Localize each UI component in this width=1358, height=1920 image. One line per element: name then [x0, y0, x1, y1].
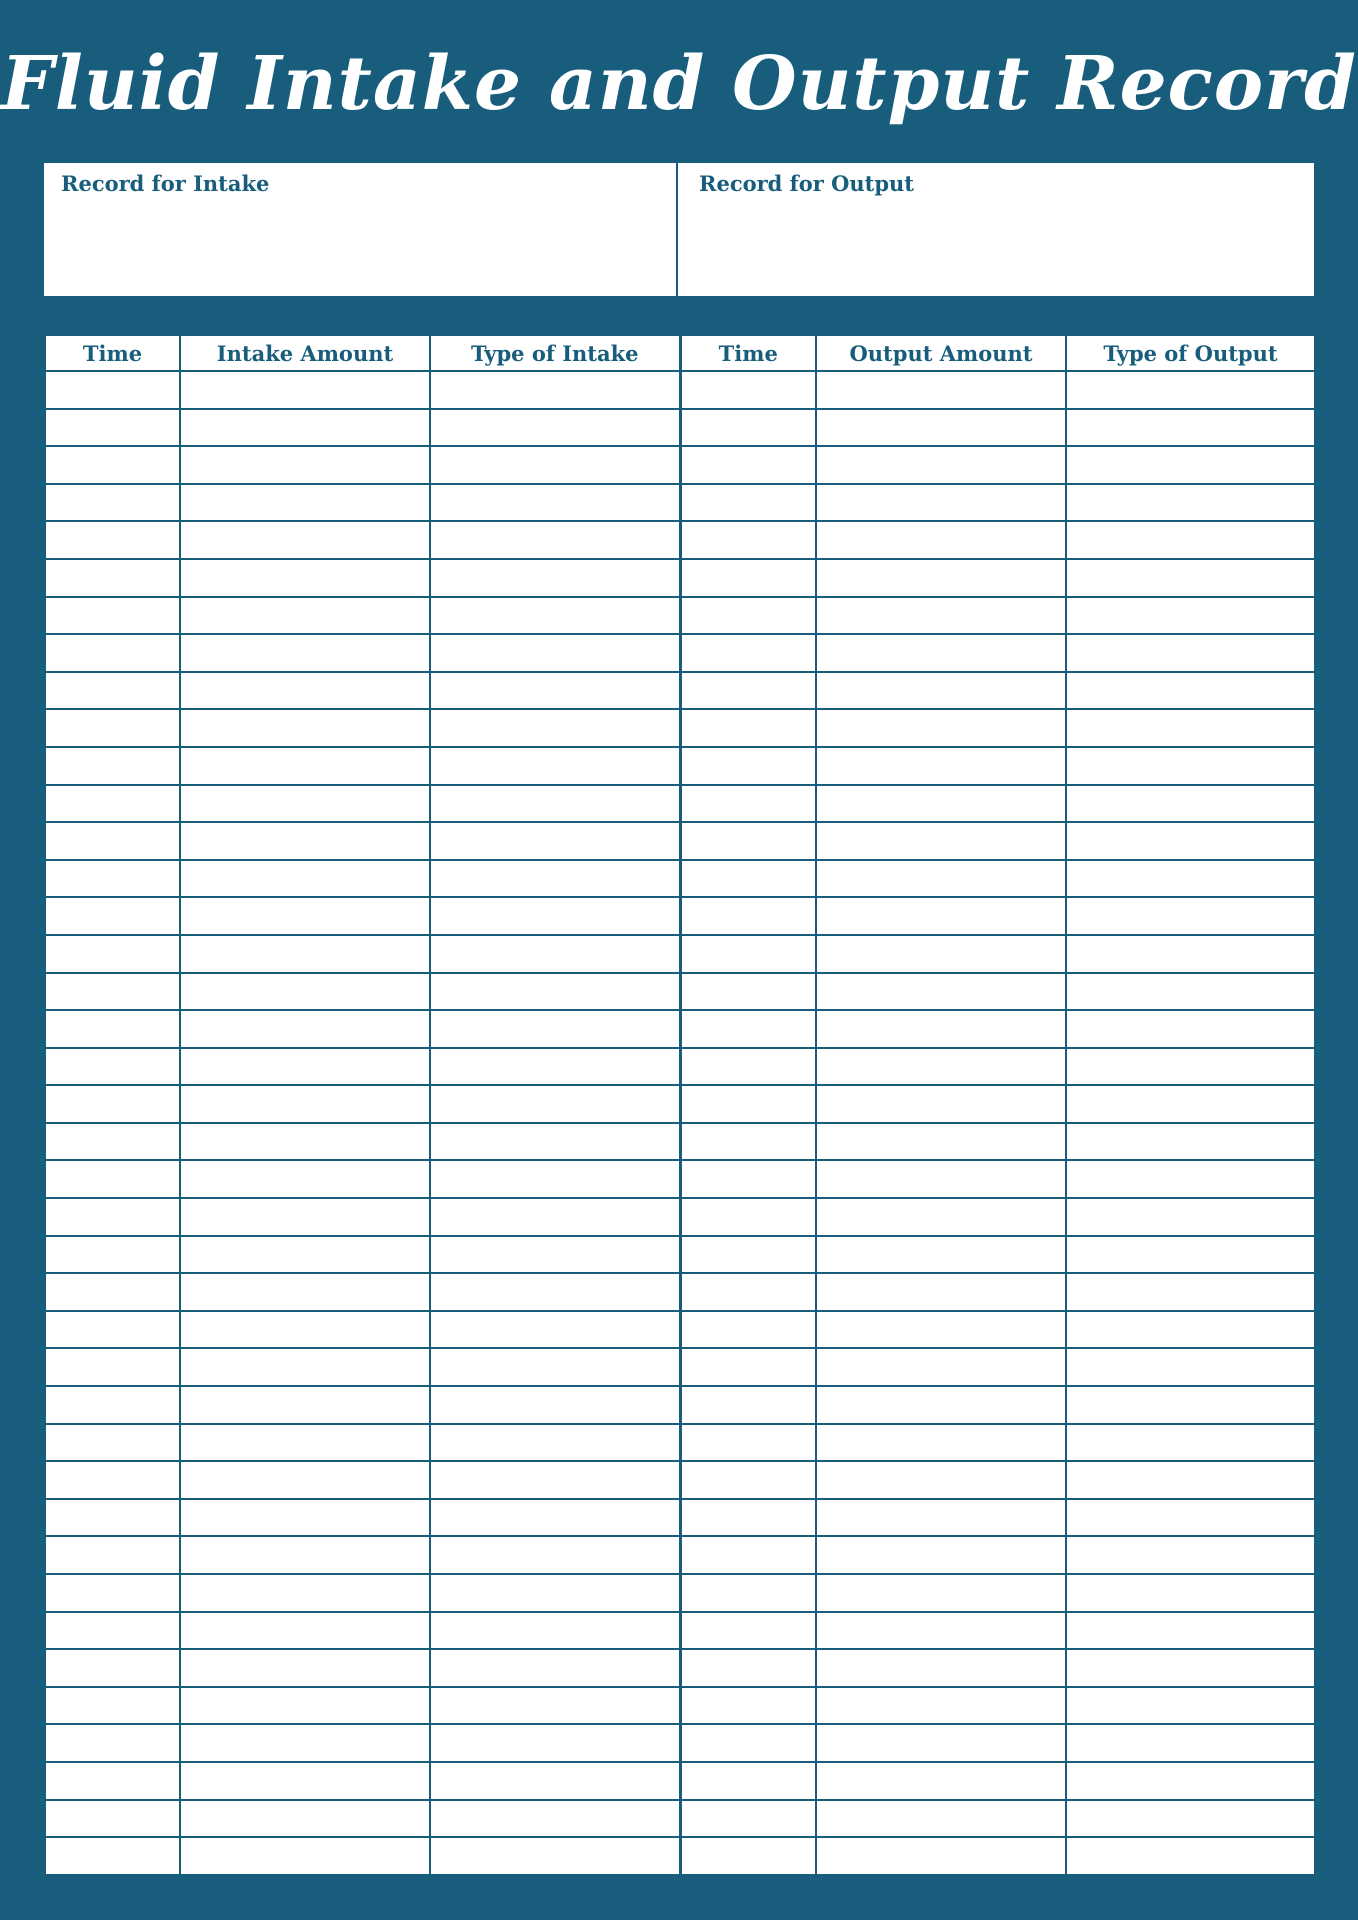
intake-time-cell[interactable] — [45, 1048, 180, 1086]
intake-amount-cell[interactable] — [180, 822, 430, 860]
table-row — [45, 973, 1315, 1011]
output-time-cell[interactable] — [680, 634, 816, 672]
output-amount-cell[interactable] — [816, 1048, 1066, 1086]
record-for-output-field[interactable] — [678, 163, 1314, 296]
column-header-output-amount: Output Amount — [816, 335, 1066, 371]
intake-time-cell[interactable] — [45, 1236, 180, 1274]
type-of-intake-cell[interactable] — [430, 371, 680, 409]
type-of-output-cell[interactable] — [1066, 446, 1315, 484]
intake-amount-cell[interactable] — [180, 1724, 430, 1762]
intake-time-cell[interactable] — [45, 521, 180, 559]
type-of-intake-cell[interactable] — [430, 1536, 680, 1574]
type-of-output-cell[interactable] — [1066, 1010, 1315, 1048]
output-time-cell[interactable] — [680, 1424, 816, 1462]
intake-amount-cell[interactable] — [180, 1536, 430, 1574]
type-of-output-cell[interactable] — [1066, 1687, 1315, 1725]
output-amount-cell[interactable] — [816, 484, 1066, 522]
type-of-intake-cell[interactable] — [430, 1311, 680, 1349]
output-amount-cell[interactable] — [816, 1386, 1066, 1424]
type-of-output-cell[interactable] — [1066, 785, 1315, 823]
type-of-intake-cell[interactable] — [430, 1348, 680, 1386]
output-amount-cell[interactable] — [816, 973, 1066, 1011]
table-row — [45, 935, 1315, 973]
output-amount-cell[interactable] — [816, 1010, 1066, 1048]
output-amount-cell[interactable] — [816, 935, 1066, 973]
type-of-intake-cell[interactable] — [430, 1198, 680, 1236]
output-time-cell[interactable] — [680, 1574, 816, 1612]
output-time-cell[interactable] — [680, 409, 816, 447]
intake-amount-cell[interactable] — [180, 860, 430, 898]
intake-time-cell[interactable] — [45, 1461, 180, 1499]
type-of-intake-cell[interactable] — [430, 1837, 680, 1875]
intake-time-cell[interactable] — [45, 860, 180, 898]
table-row — [45, 446, 1315, 484]
output-time-cell[interactable] — [680, 484, 816, 522]
intake-amount-cell[interactable] — [180, 935, 430, 973]
type-of-output-cell[interactable] — [1066, 935, 1315, 973]
column-header-type-of-output: Type of Output — [1066, 335, 1315, 371]
output-amount-cell[interactable] — [816, 1536, 1066, 1574]
intake-time-cell[interactable] — [45, 559, 180, 597]
intake-time-cell[interactable] — [45, 1311, 180, 1349]
table-row — [45, 897, 1315, 935]
table-row — [45, 1386, 1315, 1424]
intake-amount-cell[interactable] — [180, 1348, 430, 1386]
type-of-output-cell[interactable] — [1066, 1800, 1315, 1838]
intake-time-cell[interactable] — [45, 709, 180, 747]
table-row — [45, 1348, 1315, 1386]
intake-time-cell[interactable] — [45, 973, 180, 1011]
output-time-cell[interactable] — [680, 1236, 816, 1274]
intake-amount-cell[interactable] — [180, 1612, 430, 1650]
output-amount-cell[interactable] — [816, 1424, 1066, 1462]
intake-amount-cell[interactable] — [180, 973, 430, 1011]
output-time-cell[interactable] — [680, 1536, 816, 1574]
intake-time-cell[interactable] — [45, 1687, 180, 1725]
output-time-cell[interactable] — [680, 1687, 816, 1725]
type-of-output-cell[interactable] — [1066, 1724, 1315, 1762]
column-header-output-time: Time — [680, 335, 816, 371]
output-amount-cell[interactable] — [816, 1800, 1066, 1838]
intake-time-cell[interactable] — [45, 935, 180, 973]
output-amount-cell[interactable] — [816, 1762, 1066, 1800]
table-row — [45, 597, 1315, 635]
intake-time-cell[interactable] — [45, 1649, 180, 1687]
intake-amount-cell[interactable] — [180, 1123, 430, 1161]
output-amount-cell[interactable] — [816, 897, 1066, 935]
intake-time-cell[interactable] — [45, 1198, 180, 1236]
output-time-cell[interactable] — [680, 1198, 816, 1236]
intake-time-cell[interactable] — [45, 1837, 180, 1875]
intake-amount-cell[interactable] — [180, 521, 430, 559]
output-amount-cell[interactable] — [816, 521, 1066, 559]
type-of-intake-cell[interactable] — [430, 709, 680, 747]
type-of-intake-cell[interactable] — [430, 1800, 680, 1838]
intake-output-table — [44, 334, 1316, 1876]
intake-amount-cell[interactable] — [180, 1386, 430, 1424]
type-of-output-cell[interactable] — [1066, 709, 1315, 747]
intake-time-cell[interactable] — [45, 1762, 180, 1800]
type-of-intake-cell[interactable] — [430, 935, 680, 973]
type-of-output-cell[interactable] — [1066, 1424, 1315, 1462]
intake-time-cell[interactable] — [45, 1800, 180, 1838]
type-of-output-cell[interactable] — [1066, 672, 1315, 710]
type-of-intake-cell[interactable] — [430, 1236, 680, 1274]
output-amount-cell[interactable] — [816, 1837, 1066, 1875]
intake-amount-cell[interactable] — [180, 1085, 430, 1123]
output-time-cell[interactable] — [680, 785, 816, 823]
intake-time-cell[interactable] — [45, 634, 180, 672]
output-amount-cell[interactable] — [816, 1724, 1066, 1762]
type-of-output-cell[interactable] — [1066, 559, 1315, 597]
output-amount-cell[interactable] — [816, 1649, 1066, 1687]
column-header-intake-time: Time — [45, 335, 180, 371]
intake-amount-cell[interactable] — [180, 409, 430, 447]
output-time-cell[interactable] — [680, 1762, 816, 1800]
intake-time-cell[interactable] — [45, 409, 180, 447]
type-of-intake-cell[interactable] — [430, 1649, 680, 1687]
type-of-output-cell[interactable] — [1066, 1160, 1315, 1198]
type-of-output-cell[interactable] — [1066, 1236, 1315, 1274]
table-row — [45, 1612, 1315, 1650]
intake-amount-cell[interactable] — [180, 1424, 430, 1462]
table-row — [45, 409, 1315, 447]
intake-time-cell[interactable] — [45, 371, 180, 409]
table-row — [45, 1724, 1315, 1762]
record-for-output-label: Record for Output — [699, 171, 914, 196]
table-body — [45, 371, 1315, 1875]
table-row — [45, 1837, 1315, 1875]
output-amount-cell[interactable] — [816, 1198, 1066, 1236]
intake-amount-cell[interactable] — [180, 709, 430, 747]
table-row — [45, 521, 1315, 559]
type-of-output-cell[interactable] — [1066, 973, 1315, 1011]
type-of-intake-cell[interactable] — [430, 1574, 680, 1612]
output-amount-cell[interactable] — [816, 1612, 1066, 1650]
type-of-intake-cell[interactable] — [430, 1010, 680, 1048]
type-of-output-cell[interactable] — [1066, 860, 1315, 898]
output-amount-cell[interactable] — [816, 1160, 1066, 1198]
type-of-intake-cell[interactable] — [430, 785, 680, 823]
type-of-intake-cell[interactable] — [430, 1724, 680, 1762]
intake-amount-cell[interactable] — [180, 446, 430, 484]
type-of-intake-cell[interactable] — [430, 559, 680, 597]
intake-amount-cell[interactable] — [180, 1236, 430, 1274]
output-amount-cell[interactable] — [816, 709, 1066, 747]
type-of-intake-cell[interactable] — [430, 1085, 680, 1123]
intake-amount-cell[interactable] — [180, 1461, 430, 1499]
table-row — [45, 1762, 1315, 1800]
table-row — [45, 371, 1315, 409]
type-of-output-cell[interactable] — [1066, 1762, 1315, 1800]
intake-time-cell[interactable] — [45, 1160, 180, 1198]
output-time-cell[interactable] — [680, 1386, 816, 1424]
output-amount-cell[interactable] — [816, 371, 1066, 409]
table-row — [45, 484, 1315, 522]
output-amount-cell[interactable] — [816, 1311, 1066, 1349]
table-row — [45, 1424, 1315, 1462]
intake-amount-cell[interactable] — [180, 484, 430, 522]
type-of-intake-cell[interactable] — [430, 597, 680, 635]
intake-amount-cell[interactable] — [180, 597, 430, 635]
intake-time-cell[interactable] — [45, 1499, 180, 1537]
table-row — [45, 860, 1315, 898]
intake-time-cell[interactable] — [45, 1010, 180, 1048]
intake-time-cell[interactable] — [45, 1348, 180, 1386]
type-of-intake-cell[interactable] — [430, 634, 680, 672]
intake-time-cell[interactable] — [45, 1424, 180, 1462]
type-of-intake-cell[interactable] — [430, 1612, 680, 1650]
intake-amount-cell[interactable] — [180, 1010, 430, 1048]
table-row — [45, 634, 1315, 672]
type-of-intake-cell[interactable] — [430, 484, 680, 522]
output-time-cell[interactable] — [680, 709, 816, 747]
table-row — [45, 1123, 1315, 1161]
output-amount-cell[interactable] — [816, 597, 1066, 635]
intake-time-cell[interactable] — [45, 785, 180, 823]
type-of-intake-cell[interactable] — [430, 1461, 680, 1499]
table-row — [45, 785, 1315, 823]
output-time-cell[interactable] — [680, 371, 816, 409]
intake-amount-cell[interactable] — [180, 634, 430, 672]
output-time-cell[interactable] — [680, 1048, 816, 1086]
table-row — [45, 1085, 1315, 1123]
table-row — [45, 672, 1315, 710]
output-time-cell[interactable] — [680, 1612, 816, 1650]
type-of-output-cell[interactable] — [1066, 521, 1315, 559]
type-of-output-cell[interactable] — [1066, 409, 1315, 447]
table-row — [45, 1198, 1315, 1236]
intake-time-cell[interactable] — [45, 1536, 180, 1574]
intake-amount-cell[interactable] — [180, 1198, 430, 1236]
output-amount-cell[interactable] — [816, 1123, 1066, 1161]
output-time-cell[interactable] — [680, 1837, 816, 1875]
output-time-cell[interactable] — [680, 1348, 816, 1386]
record-for-intake-label: Record for Intake — [61, 171, 270, 196]
intake-amount-cell[interactable] — [180, 1687, 430, 1725]
table-row — [45, 1499, 1315, 1537]
type-of-output-cell[interactable] — [1066, 1048, 1315, 1086]
type-of-output-cell[interactable] — [1066, 371, 1315, 409]
type-of-output-cell[interactable] — [1066, 1311, 1315, 1349]
intake-time-cell[interactable] — [45, 672, 180, 710]
type-of-intake-cell[interactable] — [430, 1424, 680, 1462]
output-time-cell[interactable] — [680, 1123, 816, 1161]
output-amount-cell[interactable] — [816, 1348, 1066, 1386]
table-row — [45, 709, 1315, 747]
output-amount-cell[interactable] — [816, 1085, 1066, 1123]
table-row — [45, 1687, 1315, 1725]
table-row — [45, 1800, 1315, 1838]
type-of-output-cell[interactable] — [1066, 1837, 1315, 1875]
table-row — [45, 1236, 1315, 1274]
output-time-cell[interactable] — [680, 822, 816, 860]
intake-time-cell[interactable] — [45, 1273, 180, 1311]
output-time-cell[interactable] — [680, 1273, 816, 1311]
type-of-output-cell[interactable] — [1066, 1461, 1315, 1499]
type-of-intake-cell[interactable] — [430, 1160, 680, 1198]
output-time-cell[interactable] — [680, 1160, 816, 1198]
intake-amount-cell[interactable] — [180, 1762, 430, 1800]
output-amount-cell[interactable] — [816, 559, 1066, 597]
type-of-intake-cell[interactable] — [430, 1273, 680, 1311]
intake-amount-cell[interactable] — [180, 897, 430, 935]
intake-amount-cell[interactable] — [180, 1311, 430, 1349]
output-amount-cell[interactable] — [816, 672, 1066, 710]
type-of-output-cell[interactable] — [1066, 1273, 1315, 1311]
table-row — [45, 1010, 1315, 1048]
record-header — [44, 163, 1314, 296]
type-of-output-cell[interactable] — [1066, 1348, 1315, 1386]
intake-amount-cell[interactable] — [180, 1499, 430, 1537]
type-of-output-cell[interactable] — [1066, 1198, 1315, 1236]
type-of-output-cell[interactable] — [1066, 1123, 1315, 1161]
type-of-output-cell[interactable] — [1066, 634, 1315, 672]
output-time-cell[interactable] — [680, 973, 816, 1011]
table-header-row — [45, 335, 1315, 371]
output-time-cell[interactable] — [680, 897, 816, 935]
type-of-output-cell[interactable] — [1066, 747, 1315, 785]
output-amount-cell[interactable] — [816, 1574, 1066, 1612]
table-row — [45, 1574, 1315, 1612]
output-time-cell[interactable] — [680, 1649, 816, 1687]
output-amount-cell[interactable] — [816, 1273, 1066, 1311]
type-of-intake-cell[interactable] — [430, 409, 680, 447]
intake-time-cell[interactable] — [45, 897, 180, 935]
output-amount-cell[interactable] — [816, 822, 1066, 860]
output-amount-cell[interactable] — [816, 1461, 1066, 1499]
type-of-intake-cell[interactable] — [430, 747, 680, 785]
type-of-intake-cell[interactable] — [430, 822, 680, 860]
intake-amount-cell[interactable] — [180, 1649, 430, 1687]
output-amount-cell[interactable] — [816, 747, 1066, 785]
type-of-output-cell[interactable] — [1066, 1574, 1315, 1612]
type-of-intake-cell[interactable] — [430, 1048, 680, 1086]
type-of-intake-cell[interactable] — [430, 1386, 680, 1424]
output-amount-cell[interactable] — [816, 860, 1066, 898]
output-amount-cell[interactable] — [816, 1236, 1066, 1274]
table-row — [45, 822, 1315, 860]
intake-time-cell[interactable] — [45, 1386, 180, 1424]
intake-time-cell[interactable] — [45, 747, 180, 785]
intake-amount-cell[interactable] — [180, 747, 430, 785]
output-time-cell[interactable] — [680, 1724, 816, 1762]
output-time-cell[interactable] — [680, 1311, 816, 1349]
column-header-type-of-intake: Type of Intake — [430, 335, 680, 371]
intake-time-cell[interactable] — [45, 1085, 180, 1123]
intake-time-cell[interactable] — [45, 1574, 180, 1612]
type-of-intake-cell[interactable] — [430, 1123, 680, 1161]
type-of-output-cell[interactable] — [1066, 1612, 1315, 1650]
table-row — [45, 1311, 1315, 1349]
table-row — [45, 1649, 1315, 1687]
type-of-intake-cell[interactable] — [430, 1687, 680, 1725]
intake-amount-cell[interactable] — [180, 785, 430, 823]
output-time-cell[interactable] — [680, 559, 816, 597]
table-row — [45, 1160, 1315, 1198]
output-time-cell[interactable] — [680, 860, 816, 898]
output-time-cell[interactable] — [680, 1499, 816, 1537]
type-of-output-cell[interactable] — [1066, 1085, 1315, 1123]
intake-amount-cell[interactable] — [180, 1048, 430, 1086]
output-amount-cell[interactable] — [816, 1499, 1066, 1537]
type-of-output-cell[interactable] — [1066, 1499, 1315, 1537]
output-amount-cell[interactable] — [816, 446, 1066, 484]
table-row — [45, 747, 1315, 785]
table-row — [45, 1461, 1315, 1499]
table-row — [45, 1273, 1315, 1311]
output-time-cell[interactable] — [680, 747, 816, 785]
output-time-cell[interactable] — [680, 1461, 816, 1499]
output-time-cell[interactable] — [680, 1010, 816, 1048]
output-amount-cell[interactable] — [816, 1687, 1066, 1725]
type-of-intake-cell[interactable] — [430, 1499, 680, 1537]
table-row — [45, 1048, 1315, 1086]
type-of-output-cell[interactable] — [1066, 822, 1315, 860]
type-of-intake-cell[interactable] — [430, 672, 680, 710]
output-amount-cell[interactable] — [816, 634, 1066, 672]
type-of-output-cell[interactable] — [1066, 1649, 1315, 1687]
intake-time-cell[interactable] — [45, 597, 180, 635]
output-time-cell[interactable] — [680, 1800, 816, 1838]
type-of-intake-cell[interactable] — [430, 897, 680, 935]
type-of-output-cell[interactable] — [1066, 597, 1315, 635]
type-of-intake-cell[interactable] — [430, 521, 680, 559]
output-time-cell[interactable] — [680, 597, 816, 635]
output-time-cell[interactable] — [680, 935, 816, 973]
intake-time-cell[interactable] — [45, 822, 180, 860]
intake-time-cell[interactable] — [45, 1123, 180, 1161]
output-time-cell[interactable] — [680, 521, 816, 559]
output-amount-cell[interactable] — [816, 409, 1066, 447]
table-row — [45, 1536, 1315, 1574]
type-of-intake-cell[interactable] — [430, 446, 680, 484]
intake-amount-cell[interactable] — [180, 1273, 430, 1311]
output-time-cell[interactable] — [680, 672, 816, 710]
type-of-output-cell[interactable] — [1066, 897, 1315, 935]
intake-amount-cell[interactable] — [180, 672, 430, 710]
type-of-intake-cell[interactable] — [430, 973, 680, 1011]
type-of-intake-cell[interactable] — [430, 1762, 680, 1800]
table-row — [45, 559, 1315, 597]
output-time-cell[interactable] — [680, 1085, 816, 1123]
output-amount-cell[interactable] — [816, 785, 1066, 823]
type-of-output-cell[interactable] — [1066, 1386, 1315, 1424]
intake-time-cell[interactable] — [45, 484, 180, 522]
record-for-intake-field[interactable] — [44, 163, 678, 296]
intake-time-cell[interactable] — [45, 1612, 180, 1650]
type-of-output-cell[interactable] — [1066, 484, 1315, 522]
intake-amount-cell[interactable] — [180, 1837, 430, 1875]
column-header-intake-amount: Intake Amount — [180, 335, 430, 371]
intake-amount-cell[interactable] — [180, 1800, 430, 1838]
intake-amount-cell[interactable] — [180, 559, 430, 597]
type-of-output-cell[interactable] — [1066, 1536, 1315, 1574]
intake-amount-cell[interactable] — [180, 1160, 430, 1198]
intake-amount-cell[interactable] — [180, 1574, 430, 1612]
intake-time-cell[interactable] — [45, 446, 180, 484]
type-of-intake-cell[interactable] — [430, 860, 680, 898]
output-time-cell[interactable] — [680, 446, 816, 484]
intake-amount-cell[interactable] — [180, 371, 430, 409]
page-title: Fluid Intake and Output Record — [1, 41, 1357, 127]
intake-time-cell[interactable] — [45, 1724, 180, 1762]
